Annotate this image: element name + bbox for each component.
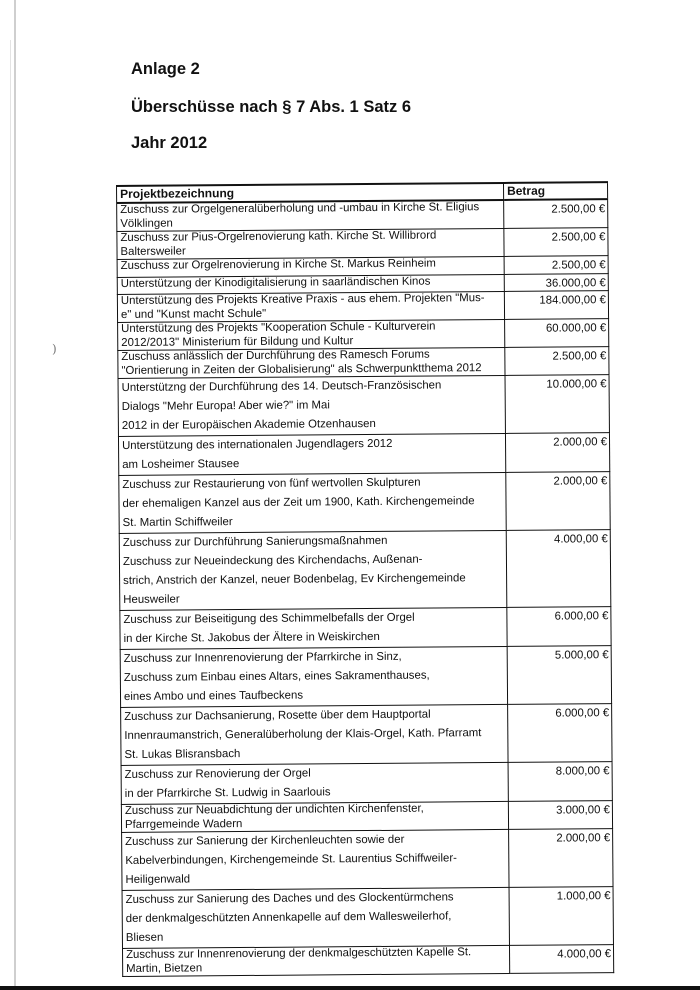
amount-value: 6.000,00 € [508, 704, 612, 763]
scan-edge-left-faint [10, 40, 11, 540]
project-description: Zuschuss anlässlich der Durchführung des Ramesch Forums "Orientierung in Zeiten der Globalisierung" als Schwerpunktthema 2012 [118, 347, 505, 378]
project-description: Unterstützng der Durchführung des 14. Deutsch-Französischen Dialogs "Mehr Europa! Aber wie?" im Mai 2012 in der Europäischen Akademie Otzenhausen [118, 375, 505, 436]
amount-value: 2.500,00 € [504, 199, 608, 228]
amount-value: 2.000,00 € [505, 433, 609, 473]
project-description: Unterstützung des internationalen Jugendlagers 2012 am Losheimer Stausee [118, 433, 505, 475]
project-description: Unterstützung des Projekts "Kooperation Schule - Kulturverein 2012/2013" Ministerium für Bildung und Kultur [118, 319, 505, 350]
project-description: Zuschuss zur Renovierung der Orgel in der Pfarrkirche St. Ludwig in Saarlouis [121, 762, 508, 804]
projects-table [116, 181, 614, 977]
table-row [117, 291, 608, 323]
project-description: Zuschuss zur Pius-Orgelrenovierung kath. Kirche St. Willibrord Baltersweiler [117, 228, 504, 259]
project-description: Zuschuss zur Innenrenovierung der Pfarrkirche in Sinz, Zuschuss zum Einbau eines Altars, eines Sakramenthauses, eines Ambo und eines Taufbeckens [120, 646, 507, 707]
table-row [121, 801, 612, 833]
table-row [118, 347, 609, 379]
amount-value: 2.000,00 € [506, 472, 610, 531]
amount-value: 8.000,00 € [508, 762, 612, 802]
table-body [117, 199, 614, 976]
table-row [119, 530, 611, 611]
table-row [120, 607, 611, 650]
table-row [118, 433, 609, 476]
project-description: Unterstützung des Projekts Kreative Praxis - aus ehem. Projekten "Mus- e" und "Kunst macht Schule" [117, 291, 504, 322]
project-description: Zuschuss zur Beiseitigung des Schimmelbefalls der Orgel in der Kirche St. Jakobus der Ältere in Weiskirchen [120, 607, 507, 649]
amount-value: 4.000,00 € [506, 530, 611, 608]
table-row [117, 228, 608, 260]
table-row [118, 375, 609, 437]
project-description: Zuschuss zur Sanierung der Kirchenleuchten sowie der Kabelverbindungen, Kirchengemeinde St. Laurentius Schiffweiler- Heiligenwald [122, 829, 509, 890]
table-row [117, 199, 608, 231]
amount-value: 184.000,00 € [504, 291, 608, 320]
amount-value: 3.000,00 € [508, 801, 612, 830]
project-description: Zuschuss zur Orgelgeneralüberholung und -umbau in Kirche St. Eligius Völklingen [117, 200, 504, 232]
amount-value: 10.000,00 € [505, 375, 609, 434]
header-project: Projektbezeichnung [117, 183, 504, 203]
amount-value: 2.500,00 € [504, 256, 608, 274]
table-row [122, 887, 613, 949]
annex-title: Anlage 2 [131, 60, 200, 78]
project-description: Zuschuss zur Dachsanierung, Rosette über dem Hauptportal Innenraumanstrich, Generalüberholung der Klais-Orgel, Kath. Pfarramt St. Lukas Blisransbach [121, 704, 508, 765]
table-row [121, 762, 612, 805]
project-description: Zuschuss zur Innenrenovierung der denkmalgeschützten Kapelle St. Martin, Bietzen [122, 945, 509, 976]
amount-value: 2.500,00 € [504, 228, 608, 257]
project-description: Zuschuss zur Neuabdichtung der undichten Kirchenfenster, Pfarrgemeinde Wadern [121, 801, 508, 832]
project-description: Unterstützung der Kinodigitalisierung in saarländischen Kinos [117, 274, 504, 295]
project-description: Zuschuss zur Restaurierung von fünf wertvollen Skulpturen der ehemaligen Kanzel aus der Zeit um 1900, Kath. Kirchengemeinde St. Martin Schiffweiler [119, 472, 506, 533]
project-description: Zuschuss zur Durchführung Sanierungsmaßnahmen Zuschuss zur Neueindeckung des Kirchendachs, Außenan- strich, Anstrich der Kanzel, neuer Bodenbelag, Ev Kirchengemeinde Heusweiler [119, 530, 507, 610]
amount-value: 4.000,00 € [509, 945, 613, 974]
scan-edge-bottom [0, 986, 700, 990]
margin-mark: ) [52, 342, 57, 356]
document-subtitle: Überschüsse nach § 7 Abs. 1 Satz 6 [131, 98, 412, 116]
table-row [120, 646, 611, 708]
amount-value: 2.500,00 € [505, 347, 609, 376]
amount-value: 2.000,00 € [509, 829, 613, 888]
project-description: Zuschuss zur Sanierung des Daches und des Glockentürmchens der denkmalgeschützten Annenkapelle auf dem Wallesweilerhof, Bliesen [122, 887, 509, 948]
table-row [122, 829, 613, 891]
table-row [118, 319, 609, 351]
table-row [121, 704, 612, 766]
header-amount: Betrag [503, 182, 607, 200]
table-row [119, 472, 610, 534]
amount-value: 1.000,00 € [509, 887, 613, 946]
project-description: Zuschuss zur Orgelrenovierung in Kirche St. Markus Reinheim [117, 256, 504, 277]
table-row [122, 945, 613, 977]
amount-value: 5.000,00 € [507, 646, 611, 705]
amount-value: 6.000,00 € [507, 607, 611, 647]
amount-value: 36.000,00 € [504, 273, 608, 291]
year-title: Jahr 2012 [131, 134, 208, 152]
scan-edge-left [14, 0, 16, 990]
amount-value: 60.000,00 € [505, 319, 609, 348]
